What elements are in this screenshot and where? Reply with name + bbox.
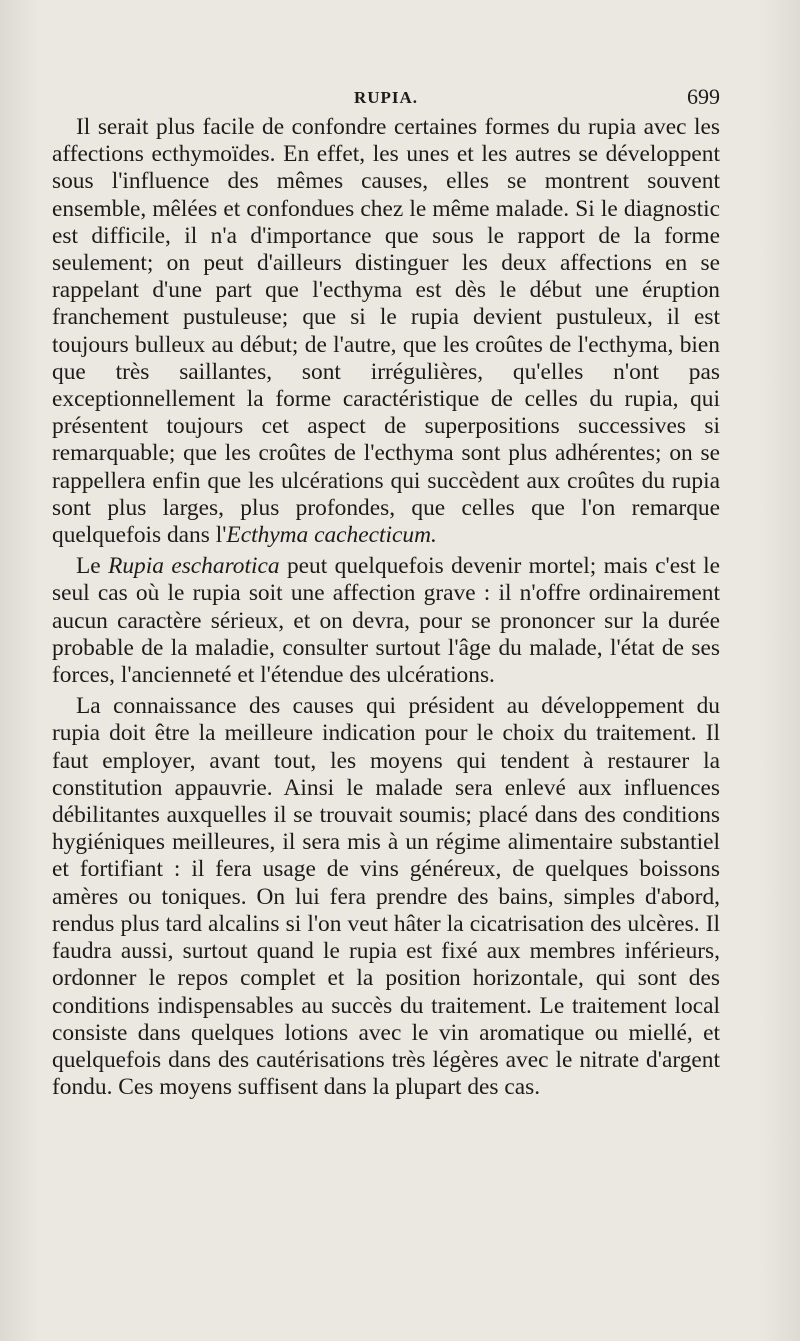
paragraph-treatment	[52, 693, 720, 1101]
paragraph-text: Le	[76, 553, 109, 580]
page-number: 699	[687, 84, 720, 109]
paragraph-prognosis	[52, 553, 720, 689]
italic-term: Rupia escharotica	[108, 553, 280, 580]
paragraph-text: Il serait plus facile de confondre certaines formes du rupia avec les affections ecthymoïdes. En effet, les unes et les autres se développent sous l'influence des mêmes causes, elles se montrent souvent ensemble, mêlées et confondues chez le même malade. Si le diagnostic est difficile, il n'a d'importance que sous le rapport de la forme seulement; on peut d'ailleurs distinguer les deux affections en se rappelant d'une part que l'ecthyma est dès le début une éruption franchement pustuleuse; que si le rupia devient pustuleux, il est toujours bulleux au début; de l'autre, que les croûtes de l'ecthyma, bien que très saillantes, sont irrégulières, qu'elles n'ont pas exceptionnellement la forme caractéristique de celles du rupia, qui présentent toujours cet aspect de superpositions successives si remarquable; que les croûtes de l'ecthyma sont plus adhérentes; on se rappellera enfin que les ulcérations qui succèdent aux croûtes du rupia sont plus larges, plus profondes, que celles que l'on remarque quelquefois dans l'	[52, 114, 720, 549]
paragraph-text: La connaissance des causes qui président au développement du rupia doit être la meilleure indication pour le choix du traitement. Il faut employer, avant tout, les moyens qui tendent à restaurer la constitution appauvrie. Ainsi le malade sera enlevé aux influences débilitantes auxquelles il se trouvait soumis; placé dans des conditions hygiéniques meilleures, il sera mis à un régime alimentaire substantiel et fortifiant : il fera usage de vins généreux, de quelques boissons amères ou toniques. On lui fera prendre des bains, simples d'abord, rendus plus tard alcalins si l'on veut hâter la cicatrisation des ulcères. Il faudra aussi, surtout quand le rupia est fixé aux membres inférieurs, ordonner le repos complet et la position horizontale, qui sont des conditions indispensables au succès du traitement. Le traitement local consiste dans quelques lotions avec le vin aromatique ou miellé, et quelquefois dans des cautérisations très légères avec le nitrate d'argent fondu. Ces moyens suffisent dans la plupart des cas.	[52, 693, 720, 1101]
italic-term: Ecthyma cachecticum.	[226, 522, 437, 549]
running-title: RUPIA.	[353, 88, 419, 107]
paragraph-text: peut quelquefois devenir mortel; mais c'est le seul cas où le rupia soit une affection grave : il n'offre ordinairement aucun caractère sérieux, et on devra, pour se prononcer sur la durée probable de la maladie, consulter surtout l'âge du malade, l'état de ses forces, l'ancienneté et l'étendue des ulcérations.	[52, 553, 721, 689]
paragraph-diagnosis	[52, 114, 720, 549]
body-text	[52, 114, 720, 1101]
page-header	[52, 84, 720, 114]
